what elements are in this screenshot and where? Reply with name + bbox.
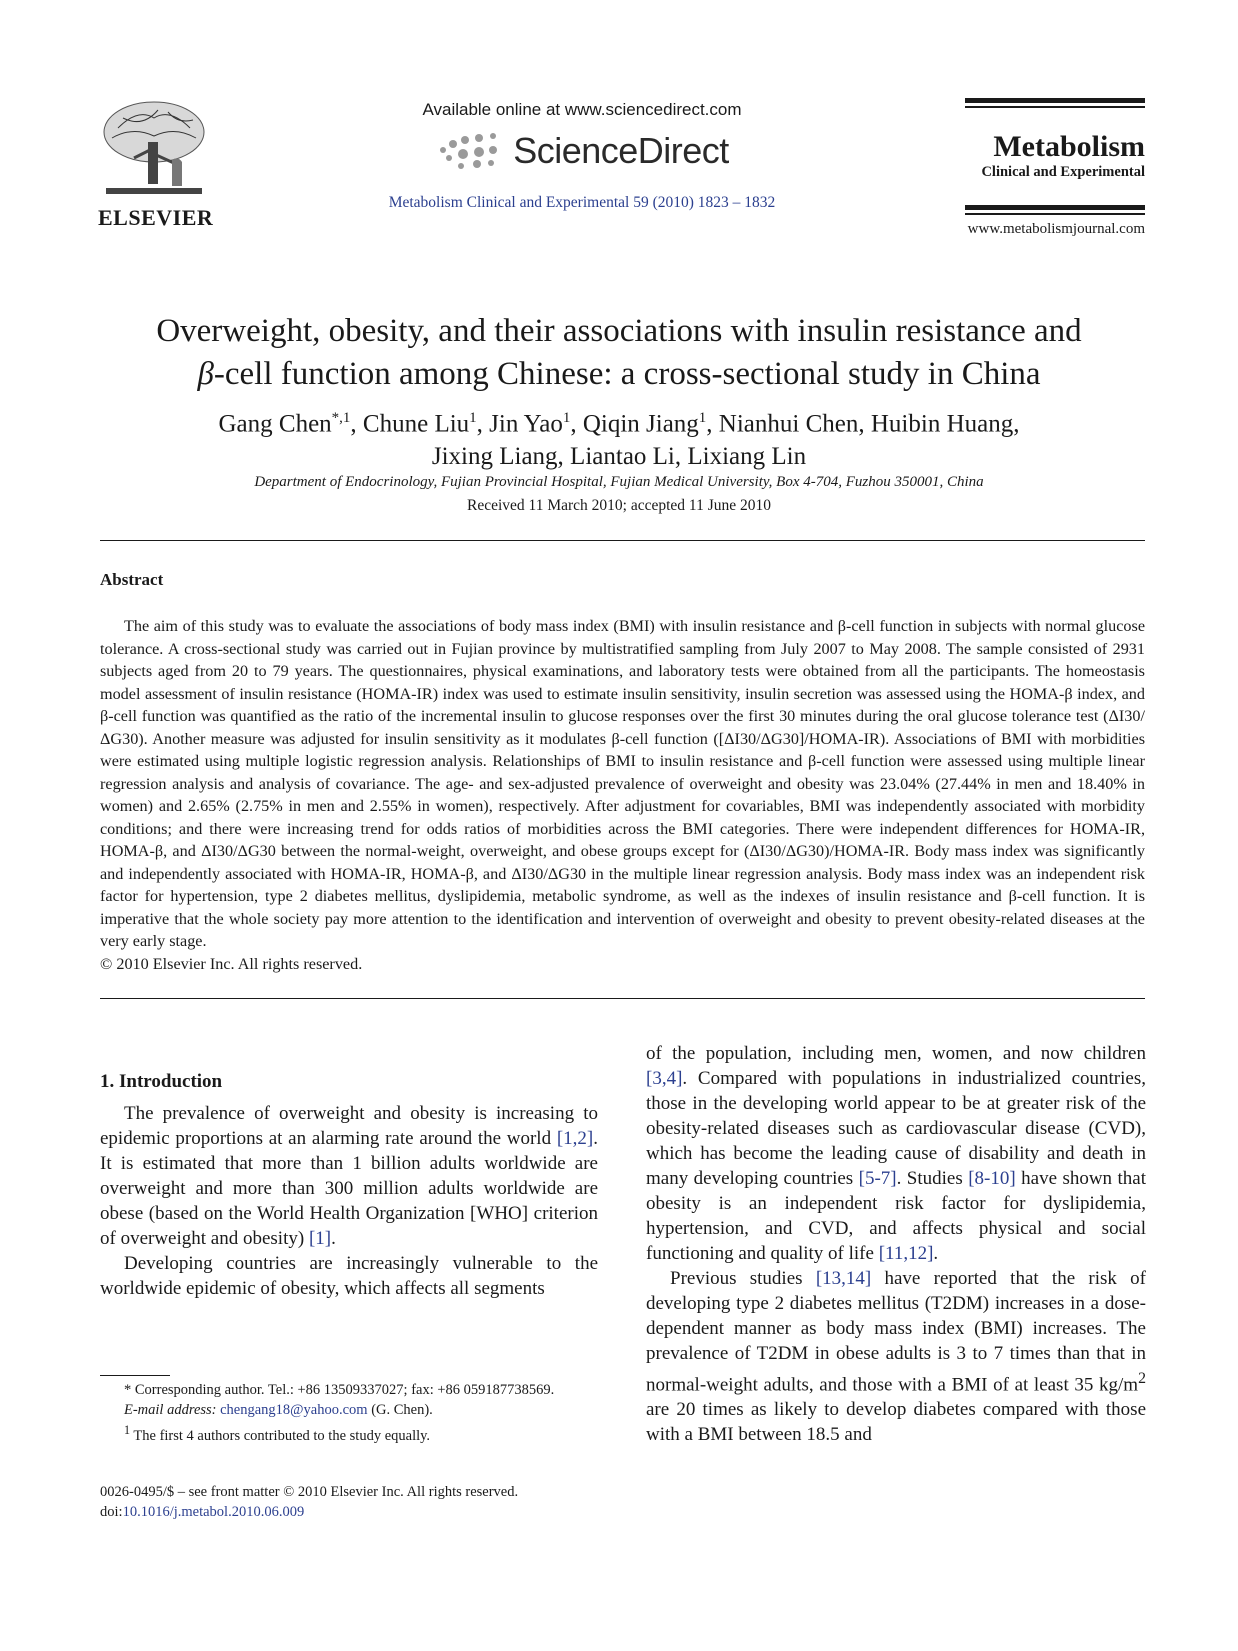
elsevier-tree-icon bbox=[98, 98, 210, 198]
email-suffix: (G. Chen). bbox=[367, 1402, 433, 1418]
journal-subtitle: Clinical and Experimental bbox=[981, 164, 1145, 180]
reference-link[interactable]: [1] bbox=[308, 1228, 332, 1249]
journal-citation-link[interactable]: Metabolism Clinical and Experimental 59 (2010) 1823 – 1832 bbox=[388, 194, 776, 211]
affiliation: Department of Endocrinology, Fujian Provincial Hospital, Fujian Medical University, Box 4-704, Fuzhou 350001, China bbox=[254, 474, 984, 490]
doi-link[interactable]: 10.1016/j.metabol.2010.06.009 bbox=[122, 1504, 305, 1520]
intro-paragraph-1 bbox=[100, 1101, 598, 1251]
author-affiliation-marker: 1 bbox=[698, 410, 707, 426]
reference-link[interactable]: [11,12] bbox=[878, 1243, 934, 1264]
footnote-rule bbox=[100, 1375, 170, 1376]
footnote-marker: 1 bbox=[124, 1423, 131, 1437]
reference-link[interactable]: [8-10] bbox=[968, 1168, 1016, 1189]
superscript-2: 2 bbox=[1138, 1370, 1146, 1387]
intro-p4-text-a: Previous studies bbox=[670, 1268, 816, 1289]
intro-p3-text-a: of the population, including men, women, and now children bbox=[646, 1043, 1146, 1064]
reference-link[interactable]: [5-7] bbox=[858, 1168, 897, 1189]
intro-p1-text-b: . It is estimated that more than 1 billion adults worldwide are overweight and more than 300 million adults worldwide are obese (based on the World Health Organization [WHO] criterion of overweight and obesity) bbox=[100, 1128, 598, 1249]
author-list bbox=[60, 402, 1178, 473]
intro-p4-text-c: are 20 times as likely to develop diabetes compared with those with a BMI between 18.5 and bbox=[646, 1399, 1146, 1446]
available-online-text: Available online at www.sciencedirect.com bbox=[422, 100, 742, 119]
reference-link[interactable]: [3,4] bbox=[646, 1068, 683, 1089]
intro-p4-text-b: have reported that the risk of developing type 2 diabetes mellitus (T2DM) increases in a dose-dependent manner as body mass index (BMI) increases. The prevalence of T2DM in obese adults is 3 to 7 times than that in normal-weight adults, and those with a BMI of at least 35 kg/m bbox=[646, 1268, 1146, 1396]
elsevier-logo bbox=[98, 98, 214, 231]
masthead-rule-bottom bbox=[965, 205, 1145, 210]
intro-p1-text-c: . bbox=[331, 1228, 336, 1249]
author-name: Qiqin Jiang bbox=[582, 410, 699, 438]
author-separator: , bbox=[858, 410, 871, 438]
author-separator: , bbox=[706, 410, 719, 438]
masthead-rule-top-thin bbox=[965, 106, 1145, 108]
footnote-text: The first 4 authors contributed to the study equally. bbox=[130, 1427, 431, 1444]
intro-paragraph-4 bbox=[646, 1266, 1146, 1447]
intro-p3-text-e: . bbox=[933, 1243, 939, 1264]
doi-label: doi: bbox=[100, 1504, 123, 1520]
masthead-rule-bottom-thin bbox=[965, 213, 1145, 215]
author-name: Jin Yao bbox=[489, 410, 563, 438]
abstract-top-rule bbox=[100, 540, 1145, 541]
author-name: Nianhui Chen bbox=[718, 410, 859, 438]
authors-line-1 bbox=[60, 402, 1178, 440]
sciencedirect-block bbox=[380, 100, 784, 212]
journal-name: Metabolism bbox=[993, 130, 1145, 163]
abstract-copyright: © 2010 Elsevier Inc. All rights reserved. bbox=[100, 954, 363, 973]
masthead-rule-top bbox=[965, 98, 1145, 103]
title-line-2-text: -cell function among Chinese: a cross-sectional study in China bbox=[213, 356, 1041, 392]
sciencedirect-wordmark: ScienceDirect bbox=[513, 130, 729, 171]
title-line-2 bbox=[60, 353, 1178, 396]
abstract-heading: Abstract bbox=[100, 570, 164, 589]
abstract-paragraph: The aim of this study was to evaluate the associations of body mass index (BMI) with insulin resistance and β-cell function in subjects with normal glucose tolerance. A cross-sectional study was carried out in Fujian province by multistratified sampling from July 2007 to May 2008. The sample consisted of 2931 subjects aged from 20 to 79 years. The questionnaires, physical examinations, and laboratory tests were obtained from all the participants. The homeostasis model assessment of insulin resistance (HOMA-IR) index was used to estimate insulin sensitivity, insulin secretion was assessed using the HOMA-β index, and β-cell function was quantified as the ratio of the incremental insulin to glucose responses over the first 30 minutes during the oral glucose tolerance test (ΔI30/ΔG30). Another measure was adjusted for insulin sensitivity as it modulates β-cell function ([ΔI30/ΔG30]/HOMA-IR). Associations of BMI with morbidities were estimated using multiple logistic regression analysis. Relationships of BMI to insulin resistance and β-cell function were assessed using multiple linear regression analysis and analysis of covariance. The age- and sex-adjusted prevalence of overweight and obesity was 23.04% (27.44% in men and 18.40% in women) and 2.65% (2.75% in men and 2.55% in women), respectively. After adjustment for covariables, BMI was independently associated with morbidity conditions; and there were increasing trend for odds ratios of morbidities across the BMI categories. There were independent differences for HOMA-IR, HOMA-β, and ΔI30/ΔG30 between the normal-weight, overweight, and obese groups except for (ΔI30/ΔG30)/HOMA-IR. Body mass index was significantly and independently associated with HOMA-IR, HOMA-β, and ΔI30/ΔG30 in the multiple linear regression analysis. Body mass index was an independent risk factor for hypertension, type 2 diabetes mellitus, dyslipidemia, metabolic syndrome, as well as the indexes of insulin resistance and β-cell function. It is imperative that the whole society pay more attention to the identification and intervention of overweight and obesity to prevent obesity-related diseases at the very early stage. bbox=[100, 617, 1145, 950]
footnotes bbox=[100, 1380, 598, 1446]
author-contribution-note bbox=[100, 1420, 598, 1446]
intro-p1-text-a: The prevalence of overweight and obesity is increasing to epidemic proportions at an alarming rate around the world bbox=[100, 1103, 598, 1149]
reference-link[interactable]: [1,2] bbox=[556, 1128, 594, 1149]
issn-line: 0026-0495/$ – see front matter © 2010 Elsevier Inc. All rights reserved. bbox=[100, 1484, 519, 1500]
intro-paragraph-3 bbox=[646, 1041, 1146, 1266]
intro-paragraph-2: Developing countries are increasingly vulnerable to the worldwide epidemic of obesity, which affects all segments bbox=[100, 1253, 598, 1299]
author-separator: , bbox=[570, 410, 583, 438]
reference-link[interactable]: [13,14] bbox=[815, 1268, 872, 1289]
section-heading-introduction: 1. Introduction bbox=[100, 1071, 223, 1092]
journal-masthead bbox=[965, 98, 1145, 238]
email-note bbox=[100, 1400, 598, 1420]
intro-right-column bbox=[646, 1041, 1146, 1447]
publisher-name: ELSEVIER bbox=[98, 205, 214, 230]
corresponding-author-note: * Corresponding author. Tel.: +86 13509337027; fax: +86 059187738569. bbox=[124, 1382, 555, 1398]
author-name: Chune Liu bbox=[362, 410, 470, 438]
abstract-bottom-rule bbox=[100, 998, 1145, 999]
intro-p3-text-b: . Compared with populations in industrialized countries, those in the developing world appear to be at greater risk of the obesity-related diseases such as cardiovascular disease (CVD), which has become the leading cause of disability and death in many developing countries bbox=[646, 1068, 1146, 1189]
author-separator: , bbox=[476, 410, 490, 438]
email-link[interactable]: chengang18@yahoo.com bbox=[220, 1402, 368, 1418]
author-separator: , bbox=[350, 410, 363, 438]
sciencedirect-dots-icon bbox=[435, 130, 507, 172]
front-matter bbox=[100, 1482, 598, 1522]
received-dates: Received 11 March 2010; accepted 11 June 2010 bbox=[466, 497, 771, 514]
author-name: Gang Chen bbox=[218, 410, 332, 438]
intro-p3-text-c: . Studies bbox=[896, 1168, 969, 1189]
author-separator: , bbox=[1013, 410, 1020, 438]
article-title bbox=[60, 310, 1178, 396]
abstract-body bbox=[100, 615, 1145, 975]
email-label: E-mail address: bbox=[124, 1402, 221, 1418]
intro-left-column bbox=[100, 1101, 598, 1301]
author-affiliation-marker: 1 bbox=[469, 410, 477, 426]
title-beta: β bbox=[197, 356, 214, 392]
authors-line-2: Jixing Liang, Liantao Li, Lixiang Lin bbox=[431, 443, 807, 471]
author-name: Huibin Huang bbox=[870, 410, 1014, 438]
intro-p3-text-d: have shown that obesity is an independent risk factor for dyslipidemia, hypertension, and CVD, and affects physical and social functioning and quality of life bbox=[646, 1168, 1146, 1264]
title-line-1: Overweight, obesity, and their associations with insulin resistance and bbox=[156, 313, 1082, 349]
journal-url[interactable]: www.metabolismjournal.com bbox=[967, 221, 1145, 237]
doi-line bbox=[100, 1502, 598, 1522]
author-affiliation-marker: 1 bbox=[562, 410, 571, 426]
author-affiliation-marker: *,1 bbox=[331, 410, 351, 426]
